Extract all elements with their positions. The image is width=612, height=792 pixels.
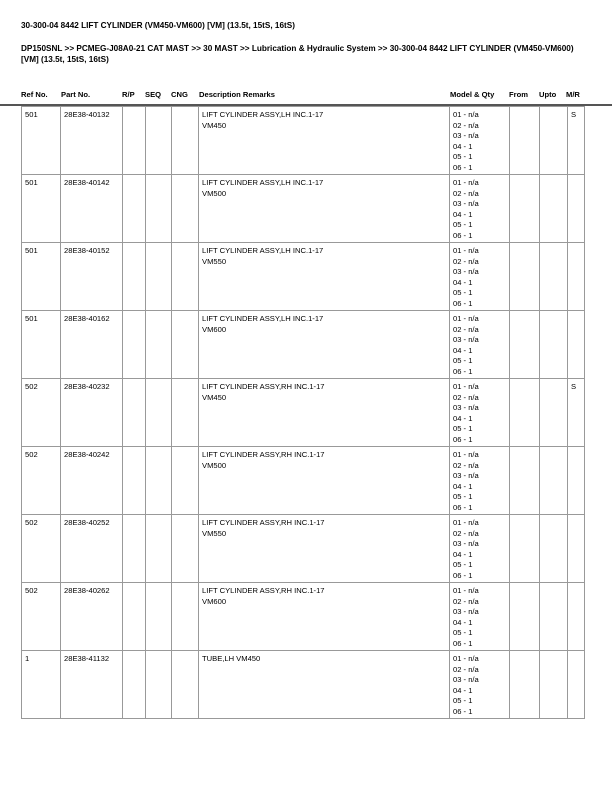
model-qty: 02 - n/a (453, 664, 479, 674)
model-qty: 04 - 1 (453, 413, 473, 423)
model-qty: 03 - n/a (453, 199, 479, 208)
header-rp: R/P (122, 90, 135, 99)
table-row (22, 243, 585, 311)
part-cell (61, 243, 123, 311)
model-qty: 03 - n/a (453, 267, 479, 276)
upto-cell (540, 175, 568, 243)
desc-cell (199, 583, 450, 651)
rp-cell (123, 583, 146, 651)
model-qty: 02 - n/a (453, 120, 479, 130)
model-qty: 05 - 1 (453, 696, 473, 705)
header-part: Part No. (61, 90, 91, 99)
remarks: VM450 (202, 392, 227, 402)
model-qty-cell (450, 379, 510, 447)
upto-cell (540, 107, 568, 175)
rp-cell (123, 311, 146, 379)
cng-cell (172, 651, 199, 719)
description: LIFT CYLINDER ASSY,LH INC.1-17 (202, 314, 324, 323)
seq-cell (146, 651, 172, 719)
table-row (22, 583, 585, 651)
cng-cell (172, 379, 199, 447)
model-qty: 04 - 1 (453, 617, 473, 627)
seq-cell (146, 107, 172, 175)
model-qty: 01 - n/a (453, 586, 479, 595)
seq-cell (146, 447, 172, 515)
cng-cell (172, 311, 199, 379)
mr-cell (568, 583, 585, 651)
model-qty-cell (450, 515, 510, 583)
from-cell (510, 107, 540, 175)
ref-cell (22, 311, 61, 379)
part-no: 28E38-40132 (64, 110, 110, 119)
cng-cell (172, 515, 199, 583)
model-qty: 06 - 1 (453, 570, 473, 580)
model-qty-cell (450, 651, 510, 719)
mr-cell (568, 515, 585, 583)
model-qty: 04 - 1 (453, 277, 473, 287)
header-mr: M/R (566, 90, 580, 99)
desc-cell (199, 651, 450, 719)
breadcrumb: DP150SNL >> PCMEG-J08A0-21 CAT MAST >> 30 MAST >> Lubrication & Hydraulic System >> 30-300-04 8442 LIFT CYLINDER (VM450-VM600) [VM] (13.5t, 15tS, 16tS) (21, 44, 574, 64)
header-cng: CNG (171, 90, 188, 99)
model-qty: 02 - n/a (453, 188, 479, 198)
ref-no: 501 (25, 110, 38, 119)
from-cell (510, 379, 540, 447)
upto-cell (540, 379, 568, 447)
header-ref: Ref No. (21, 90, 48, 99)
model-qty-cell (450, 447, 510, 515)
ref-no: 1 (25, 654, 30, 663)
description: LIFT CYLINDER ASSY,RH INC.1-17 (202, 450, 325, 459)
model-qty: 01 - n/a (453, 450, 479, 459)
mr-cell (568, 311, 585, 379)
seq-cell (146, 515, 172, 583)
remarks: VM550 (202, 256, 227, 266)
desc-cell (199, 311, 450, 379)
upto-cell (540, 651, 568, 719)
desc-cell (199, 379, 450, 447)
model-qty: 03 - n/a (453, 471, 479, 480)
mr-cell (568, 447, 585, 515)
part-no: 28E38-40232 (64, 382, 110, 391)
upto-cell (540, 447, 568, 515)
part-no: 28E38-41132 (64, 654, 110, 663)
rp-cell (123, 379, 146, 447)
part-cell (61, 175, 123, 243)
from-cell (510, 651, 540, 719)
model-qty: 03 - n/a (453, 675, 479, 684)
desc-cell (199, 243, 450, 311)
model-qty: 05 - 1 (453, 560, 473, 569)
model-qty-cell (450, 583, 510, 651)
cng-cell (172, 175, 199, 243)
part-cell (61, 311, 123, 379)
part-no: 28E38-40242 (64, 450, 110, 459)
part-cell (61, 583, 123, 651)
model-qty-cell (450, 107, 510, 175)
header-upto: Upto (539, 90, 557, 99)
model-qty: 04 - 1 (453, 141, 473, 151)
table-row (22, 515, 585, 583)
ref-cell (22, 175, 61, 243)
seq-cell (146, 243, 172, 311)
remarks: VM550 (202, 528, 227, 538)
ref-cell (22, 583, 61, 651)
model-qty: 03 - n/a (453, 607, 479, 616)
model-qty: 05 - 1 (453, 220, 473, 229)
remarks: VM500 (202, 460, 227, 470)
model-qty: 05 - 1 (453, 424, 473, 433)
from-cell (510, 175, 540, 243)
mr-cell (568, 175, 585, 243)
rp-cell (123, 515, 146, 583)
desc-cell (199, 107, 450, 175)
ref-cell (22, 651, 61, 719)
page-title: 30-300-04 8442 LIFT CYLINDER (VM450-VM600) [VM] (13.5t, 15tS, 16tS) (21, 21, 295, 30)
part-cell (61, 651, 123, 719)
part-no: 28E38-40142 (64, 178, 110, 187)
ref-cell (22, 447, 61, 515)
part-no: 28E38-40252 (64, 518, 110, 527)
model-qty: 02 - n/a (453, 256, 479, 266)
model-qty: 06 - 1 (453, 230, 473, 240)
upto-cell (540, 583, 568, 651)
ref-cell (22, 515, 61, 583)
parts-table (21, 106, 585, 719)
from-cell (510, 583, 540, 651)
mr-cell (568, 651, 585, 719)
part-cell (61, 515, 123, 583)
seq-cell (146, 379, 172, 447)
rp-cell (123, 107, 146, 175)
part-cell (61, 379, 123, 447)
mr-cell (568, 379, 585, 447)
model-qty-cell (450, 175, 510, 243)
model-qty: 01 - n/a (453, 246, 479, 255)
ref-no: 501 (25, 178, 38, 187)
mr-value: S (571, 110, 577, 119)
model-qty: 04 - 1 (453, 209, 473, 219)
model-qty: 06 - 1 (453, 434, 473, 444)
model-qty: 01 - n/a (453, 110, 479, 119)
model-qty: 06 - 1 (453, 706, 473, 716)
header-seq: SEQ (145, 90, 162, 99)
desc-cell (199, 175, 450, 243)
model-qty: 05 - 1 (453, 152, 473, 161)
model-qty: 05 - 1 (453, 288, 473, 297)
seq-cell (146, 175, 172, 243)
model-qty: 06 - 1 (453, 638, 473, 648)
remarks: VM500 (202, 188, 227, 198)
remarks: VM450 (202, 120, 227, 130)
model-qty: 02 - n/a (453, 460, 479, 470)
model-qty: 06 - 1 (453, 502, 473, 512)
model-qty: 02 - n/a (453, 392, 479, 402)
ref-cell (22, 243, 61, 311)
model-qty: 06 - 1 (453, 366, 473, 376)
cng-cell (172, 447, 199, 515)
from-cell (510, 447, 540, 515)
model-qty: 03 - n/a (453, 539, 479, 548)
ref-cell (22, 107, 61, 175)
mr-value: S (571, 382, 577, 391)
description: TUBE,LH VM450 (202, 654, 261, 663)
table-row (22, 379, 585, 447)
upto-cell (540, 243, 568, 311)
ref-no: 502 (25, 586, 38, 595)
part-no: 28E38-40262 (64, 586, 110, 595)
table-row (22, 107, 585, 175)
rp-cell (123, 175, 146, 243)
model-qty: 03 - n/a (453, 335, 479, 344)
cng-cell (172, 583, 199, 651)
model-qty: 02 - n/a (453, 528, 479, 538)
remarks: VM600 (202, 596, 227, 606)
table-row (22, 175, 585, 243)
ref-no: 501 (25, 246, 38, 255)
part-cell (61, 107, 123, 175)
table-row (22, 651, 585, 719)
ref-no: 502 (25, 518, 38, 527)
table-row (22, 311, 585, 379)
model-qty: 04 - 1 (453, 549, 473, 559)
model-qty: 05 - 1 (453, 492, 473, 501)
from-cell (510, 311, 540, 379)
model-qty: 03 - n/a (453, 403, 479, 412)
remarks: VM600 (202, 324, 227, 334)
header-desc: Description Remarks (199, 90, 275, 99)
upto-cell (540, 311, 568, 379)
model-qty: 04 - 1 (453, 481, 473, 491)
rp-cell (123, 651, 146, 719)
mr-cell (568, 243, 585, 311)
ref-cell (22, 379, 61, 447)
model-qty: 06 - 1 (453, 162, 473, 172)
desc-cell (199, 515, 450, 583)
model-qty: 06 - 1 (453, 298, 473, 308)
model-qty: 01 - n/a (453, 382, 479, 391)
model-qty: 01 - n/a (453, 518, 479, 527)
description: LIFT CYLINDER ASSY,LH INC.1-17 (202, 110, 324, 119)
seq-cell (146, 311, 172, 379)
mr-cell (568, 107, 585, 175)
header-from: From (509, 90, 528, 99)
description: LIFT CYLINDER ASSY,RH INC.1-17 (202, 586, 325, 595)
cng-cell (172, 107, 199, 175)
model-qty: 01 - n/a (453, 654, 479, 663)
cng-cell (172, 243, 199, 311)
model-qty: 01 - n/a (453, 314, 479, 323)
ref-no: 502 (25, 382, 38, 391)
seq-cell (146, 583, 172, 651)
description: LIFT CYLINDER ASSY,RH INC.1-17 (202, 382, 325, 391)
model-qty: 04 - 1 (453, 345, 473, 355)
part-no: 28E38-40152 (64, 246, 110, 255)
from-cell (510, 243, 540, 311)
description: LIFT CYLINDER ASSY,RH INC.1-17 (202, 518, 325, 527)
ref-no: 501 (25, 314, 38, 323)
rp-cell (123, 447, 146, 515)
from-cell (510, 515, 540, 583)
model-qty-cell (450, 243, 510, 311)
header-model: Model & Qty (450, 90, 495, 99)
part-cell (61, 447, 123, 515)
model-qty: 03 - n/a (453, 131, 479, 140)
rp-cell (123, 243, 146, 311)
model-qty: 02 - n/a (453, 596, 479, 606)
model-qty: 02 - n/a (453, 324, 479, 334)
ref-no: 502 (25, 450, 38, 459)
model-qty: 05 - 1 (453, 628, 473, 637)
description: LIFT CYLINDER ASSY,LH INC.1-17 (202, 178, 324, 187)
model-qty-cell (450, 311, 510, 379)
model-qty: 01 - n/a (453, 178, 479, 187)
table-row (22, 447, 585, 515)
model-qty: 05 - 1 (453, 356, 473, 365)
description: LIFT CYLINDER ASSY,LH INC.1-17 (202, 246, 324, 255)
upto-cell (540, 515, 568, 583)
model-qty: 04 - 1 (453, 685, 473, 695)
desc-cell (199, 447, 450, 515)
part-no: 28E38-40162 (64, 314, 110, 323)
